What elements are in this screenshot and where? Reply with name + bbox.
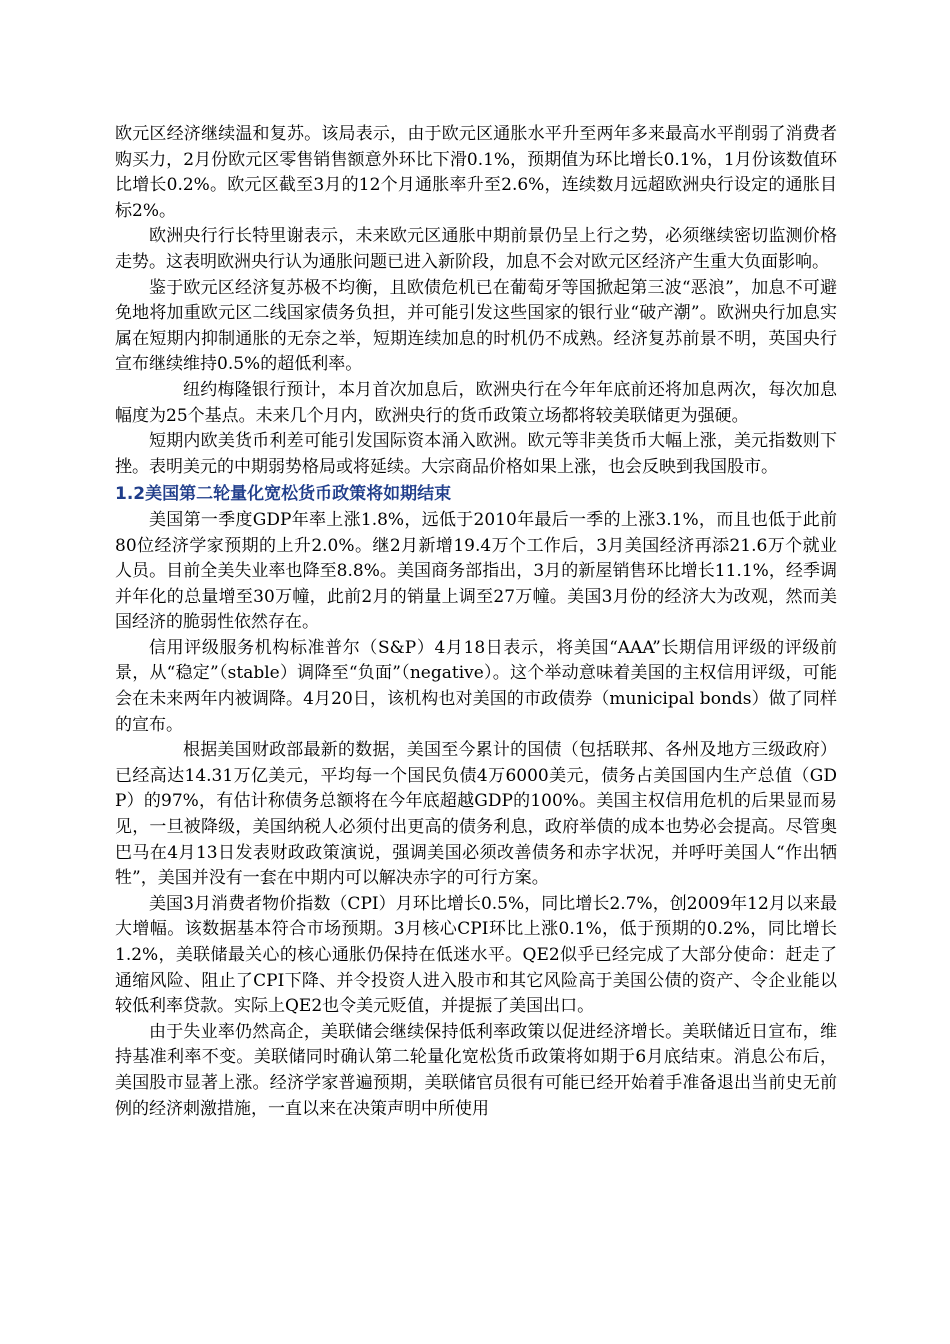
paragraph-ecb-trichet: 欧洲央行行长特里谢表示，未来欧元区通胀中期前景仍呈上行之势，必须继续密切监测价格走势。这表明欧洲央行认为通胀问题已进入新阶段，加息不会对欧元区经济产生重大负面影响。: [115, 226, 837, 272]
document-page: [115, 122, 837, 1122]
paragraph-sp-rating: 信用评级服务机构标准普尔（S&P）4月18日表示，将美国“AAA”长期信用评级的评级前景，从“稳定”（stable）调降至“负面”（negative）。这个举动意味着美国的主权信用评级，可能会在未来两年内被调降。4月20日，该机构也对美国的市政债券（municipal bonds）做了同样的宣布。: [115, 637, 837, 735]
paragraph-capital-flow: 短期内欧美货币利差可能引发国际资本涌入欧洲。欧元等非美货币大幅上涨，美元指数则下挫。表明美元的中期弱势格局或将延续。大宗商品价格如果上涨，也会反映到我国股市。: [115, 431, 837, 477]
paragraph-eurozone-recovery: 欧元区经济继续温和复苏。该局表示，由于欧元区通胀水平升至两年多来最高水平削弱了消费者购买力，2月份欧元区零售销售额意外环比下滑0.1%，预期值为环比增长0.1%，1月份该数值环比增长0.2%。欧元区截至3月的12个月通胀率升至2.6%，连续数月远超欧洲央行设定的通胀目标2%。: [115, 124, 837, 221]
paragraph-us-gdp: 美国第一季度GDP年率上涨1.8%，远低于2010年最后一季的上涨3.1%，而且也低于此前80位经济学家预期的上升2.0%。继2月新增19.4万个工作后，3月美国经济再添21.6万个就业人员。目前全美失业率也降至8.8%。美国商务部指出，3月的新屋销售环比增长11.1%，经季调并年化的总量增至30万幢，此前2月的销量上调至27万幢。美国3月份的经济大为改观，然而美国经济的脆弱性依然存在。: [115, 509, 837, 633]
section-heading: 1.2美国第二轮量化宽松货币政策将如期结束: [115, 484, 452, 505]
paragraph-us-debt: 根据美国财政部最新的数据，美国至今累计的国债（包括联邦、各州及地方三级政府）已经高达14.31万亿美元，平均每一个国民负债4万6000美元，债务占美国国内生产总值（GDP）的97%，有估计称债务总额将在今年底超越GDP的100%。美国主权信用危机的后果显而易见，一旦被降级，美国纳税人必须付出更高的债务利息，政府举债的成本也势必会提高。尽管奥巴马在4月13日发表财政政策演说，强调美国必须改善债务和赤字状况，并呼吁美国人“作出牺牲”，美国并没有一套在中期内可以解决赤字的可行方案。: [115, 740, 837, 889]
paragraph-fed-policy: 由于失业率仍然高企，美联储会继续保持低利率政策以促进经济增长。美联储近日宣布，维持基准利率不变。美联储同时确认第二轮量化宽松货币政策将如期于6月底结束。消息公布后，美国股市显著上涨。经济学家普遍预期，美联储官员很有可能已经开始着手准备退出当前史无前例的经济刺激措施，一直以来在决策声明中所使用: [115, 1021, 837, 1119]
paragraph-bny-mellon: 纽约梅隆银行预计，本月首次加息后，欧洲央行在今年年底前还将加息两次，每次加息幅度为25个基点。未来几个月内，欧洲央行的货币政策立场都将较美联储更为强硬。: [115, 379, 837, 426]
paragraph-debt-crisis: 鉴于欧元区经济复苏极不均衡，且欧债危机已在葡萄牙等国掀起第三波“恶浪”，加息不可避免地将加重欧元区二线国家债务负担，并可能引发这些国家的银行业“破产潮”。欧洲央行加息实属在短期内抑制通胀的无奈之举，短期连续加息的时机仍不成熟。经济复苏前景不明，英国央行宣布继续维持0.5%的超低利率。: [115, 277, 837, 375]
paragraph-us-cpi: 美国3月消费者物价指数（CPI）月环比增长0.5%，同比增长2.7%，创2009年12月以来最大增幅。该数据基本符合市场预期。3月核心CPI环比上涨0.1%，低于预期的0.2%，同比增长1.2%，美联储最关心的核心通胀仍保持在低迷水平。QE2似乎已经完成了大部分使命：赶走了通缩风险、阻止了CPI下降、并令投资人进入股市和其它风险高于美国公债的资产、令企业能以较低利率贷款。实际上QE2也令美元贬值，并提振了美国出口。: [115, 893, 837, 1017]
